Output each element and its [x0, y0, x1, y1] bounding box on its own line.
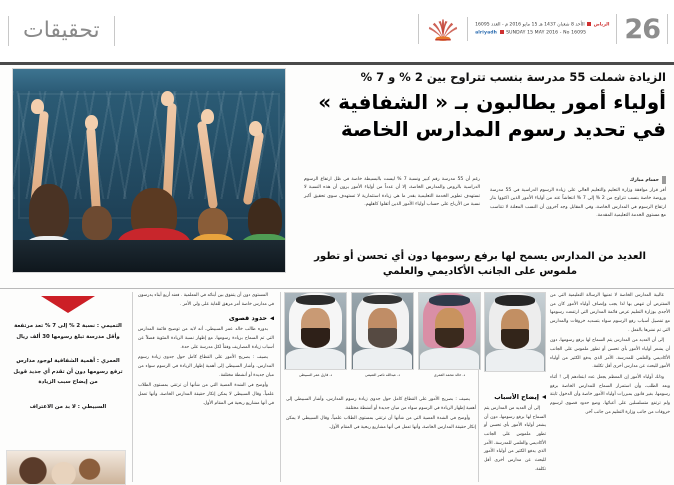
portrait-2-igal: [363, 295, 402, 305]
date-line-arabic: [475, 22, 609, 28]
portrait-1-beard: [435, 328, 464, 348]
red-down-arrow-icon: [41, 296, 95, 313]
byline: [490, 176, 666, 184]
sidebar-bottom-photo-image: [7, 451, 125, 484]
portrait-3-beard: [301, 328, 330, 348]
byline-author: حسام مبارك: [629, 177, 659, 183]
divider-right-outer: [667, 14, 668, 44]
hand-4: [201, 109, 214, 124]
bullet-arrow-icon-2: [542, 395, 546, 399]
portrait-2-beard: [368, 328, 397, 348]
lead-text-block: [294, 176, 666, 221]
col-b-para-1: المستوى دون أن يتفوق بين أبنائه في المعلمية . فعند أربع أبناء يدرسون في مدارس خاصة أمر مرهق للغاية على ولي الأمر .: [138, 293, 274, 307]
col-c-heading: [484, 393, 546, 401]
sidebar-quote-2: العمري : أهمية الشفافية لوجود مدارس ترفع رسومها دون أن تقدم أي جديد قوبل من إيضاح سبب الزيادة: [13, 358, 123, 386]
lead-column-left: [304, 176, 480, 221]
article-column-b: [138, 292, 274, 410]
flag-marker-en: [500, 30, 504, 34]
portrait-2-thobe: [353, 348, 412, 369]
lead-paragraph-right: أقر قرار موافقة وزارة التعليم والتعليم العالي على زيادة الرسوم الدراسية في 55 مدرسة وروضة خاصة بنسب تتراوح من 2 % إلى 7 % انتعاشاً عند من أولياء الأمور الذين اكتووا بنار ارتفاع الرسوم في المدارس الخاصة، وفي المقابل وجد آخرون أن النسب المعلنة لا تتناسب مع مستوى الخدمة التعليمية المقدمة.: [490, 188, 666, 219]
section-title: تحقيقات: [23, 18, 100, 43]
headline-kicker: الزيادة شملت 55 مدرسة بنسب تتراوح بين 2 % و 7 %: [360, 70, 666, 84]
col-c-cont-para: إلى أن العديد من المدارس يتم السماح لها برفع رسومها، دون أن يشعر أولياء الأمور بأي تحسن أو تطور ملموس على الجانب الأكاديمي والعلمي للمدرسة، الأمر الذي يدفع الكثير من أولياء الأمور للبحث عن مدارس أخرى أقل تكلفة.: [483, 406, 546, 472]
article-column-under-portraits: [286, 396, 476, 435]
headline-line-1: أولياء أمور يطالبون بـ « الشفافية »: [318, 89, 666, 114]
student-1: [23, 176, 75, 240]
portrait-image-al-tamimi: [351, 292, 414, 370]
masthead-left: [8, 16, 115, 46]
divider-right-end: [418, 14, 419, 44]
divider-left-inner: [8, 16, 9, 46]
portrait-card-3: [284, 292, 347, 392]
portrait-card-1: [418, 292, 481, 392]
col-under-para-2: وأوضح في الشدة العضية التي من شأنها أن ترتقي بمستوى الطلاب علمياً، وقال السبيطي لا يمكن إنكار حقيقة المدارس الخاصة، وأنها تعمل في أنها مشاريع ربحية في المقام الأول.: [286, 416, 476, 431]
student-2: [75, 196, 119, 240]
byline-marker: [662, 176, 666, 184]
paper-tag-english: alriyadh: [475, 30, 498, 36]
portrait-caption-1: د. خالد محمد العمري: [433, 373, 466, 377]
lead-paragraph-left: رغم أن 55 مدرسة رقم كبير ونسبة 7 % ليست بالبسيطة خاصة في ظل ارتفاع الرسوم الدراسية بالروض والمدارس الخاصة، إلا أن عدداً من أولياء الأمور يرون أن هذه النسبة لا تستهدف تطوير الخدمة التعليمية بقدر ما هي زيادة استثمارية لا تستهدف سوى تحقيق أكبر نسبة من الأرباح على حساب أولياء الأمور الذين أثقلوا كاهلهم.: [304, 177, 481, 208]
headline-block: [294, 70, 666, 143]
col-c-para-2: إلى أن العديد من المدارس يتم السماح لها برفع رسومها، دون أن يشعر أولياء الأمور بأي تحسن أو تطور ملموس على الجانب الأكاديمي والعلمي للمدرسة، الأمر الذي يدفع الكثير من أولياء الأمور للبحث عن مدارس أخرى أقل تكلفة.: [550, 338, 670, 370]
portrait-photo-row: [284, 292, 482, 392]
sidebar-quote-3: السبيطي : لا بد من الاعتراف: [29, 403, 107, 410]
portrait-card-4: [484, 292, 546, 384]
paper-tag-arabic: الرياض: [593, 22, 610, 28]
hand-1: [31, 99, 44, 114]
lower-section: [0, 292, 674, 485]
hand-2: [85, 115, 98, 130]
headline-subhead: العديد من المدارس يسمح لها برفع رسومها دون أي تحسن أو تطور ملموس على الجانب الأكاديمي والعلمي: [314, 251, 646, 277]
sidebar-quotes: [4, 292, 132, 426]
hand-5: [249, 121, 262, 136]
divider-right-mid: [616, 14, 617, 44]
masthead: [0, 0, 674, 62]
article-column-c-continued: [484, 388, 546, 476]
sidebar-quote-1: التميمي : نسبة 2 % إلى 7 % تعد مرتفعة وأقل مدرسة تبلغ رسومها 30 ألف ريال: [14, 323, 122, 340]
masthead-rule: [0, 62, 674, 65]
divider-right-logo: [467, 17, 468, 41]
hand-3: [161, 91, 174, 106]
student-3-red: [117, 166, 191, 240]
portrait-3-igal: [296, 295, 335, 306]
section-divider-rule: [0, 288, 674, 289]
sidebar-bottom-photo: [6, 450, 126, 485]
col-c-heading-text: إيضاح الأسباب: [494, 393, 539, 401]
student-2-hair: [82, 206, 112, 240]
date-arabic-text: الأحد 8 شعبان 1437 هـ 15 مايو 2016 م - العدد 16095: [475, 22, 585, 28]
col-b-heading: [138, 314, 274, 322]
student-4-orange: [189, 190, 237, 240]
column-divider-1: [132, 292, 133, 482]
desks-row: [13, 240, 285, 272]
blackboard-top-edge: [13, 69, 285, 91]
portrait-caption-2: د. عبدالله ناصر التميمي: [364, 373, 401, 377]
portrait-image-fourth: [484, 292, 546, 372]
masthead-dates: [475, 22, 609, 36]
portrait-4-igal: [495, 295, 536, 307]
date-line-english: [475, 30, 609, 36]
portrait-caption-3: د. فارق عمر السبيطي: [298, 373, 333, 377]
flag-marker-ar: [587, 22, 591, 26]
portrait-1-igal: [429, 295, 471, 306]
portrait-image-al-subaiti: [284, 292, 347, 370]
top-block: [0, 68, 674, 286]
col-b-heading-text: حدود قصوى: [228, 314, 267, 323]
portrait-image-al-omari: [418, 292, 481, 370]
al-riyadh-sun-logo: [426, 16, 460, 42]
col-b-para-4: وأوضح في الشدة العضية التي من شأنها أن ترتقي بمستوى الطلاب علمياً، وقال السبيطي لا يمكن إنكار حقيقة المدارس الخاصة، وأنها تعمل في أنها مشاريع ربحية في المقام الأول.: [138, 383, 274, 406]
classroom-photo: [12, 68, 286, 273]
date-english-text: SUNDAY 15 MAY 2016 - No 16095: [506, 30, 587, 36]
col-under-para-1: يضيف : بصريح الأمور على القطاع كامل حول جدوى زيادة رسوم المدارس، وأشار السبيطي إلى أهمية إظهار الزيادة في الرسوم سواء من مبان جديدة أو أنشطة مختلفة.: [286, 397, 476, 411]
article-column-c: [550, 292, 670, 419]
page-number: 26: [624, 13, 660, 45]
col-c-para-3: وذلك أولياء الأمور إن المعظم يجعل عدد ابتعادهم إلى ! أثناء وبعد الطلب، وأن استمرار السماح للمدارس الخاصة برفع رسومها، بغير قانون بمبررات أولياء الأمور خاصة وأن الدخول ثابتة ولم ترتفع متسلسلين على أعبائها، وضع حدود قصوى لرسوم خروقات من جانب وزارة التعليم من جانب آخر.: [550, 375, 670, 415]
masthead-right: [418, 14, 668, 44]
portrait-4-thobe: [486, 349, 544, 371]
student-5-green: [239, 182, 286, 240]
col-b-para-2: بدوره طالب خالد عمر السبيطي، أنه لابد من توضيح قائمة المدارس التي تم السماح بزيادة رسومها، مع إظهار نسبة الزيادة المئوية فضلاً عن أسباب زيادة المصاريف وفقاً لكل مدرسة على حدة.: [138, 327, 274, 350]
column-divider-2: [280, 292, 281, 482]
portrait-1-thobe: [420, 348, 479, 369]
portrait-card-2: [351, 292, 414, 392]
portrait-3-thobe: [286, 348, 345, 369]
bullet-arrow-icon: [270, 316, 274, 320]
lead-column-right: [490, 176, 666, 221]
col-c-para-1: غالبية المدارس الخاصة لا تعنيها الرسالة التعليمية التي من المفترض أن تنهض بها لذا يجب وإنصاف أولياء الأمور كان من الأجدى بوزارة التعليم عرض قائمة المدارس التي ارتفعت رسومها مع تفصيل أسباب رفع الرسوم سواء بتسديد خروقات والمدارس التي تم نشرها بالفعل .: [550, 293, 670, 333]
headline-line-2: في تحديد رسوم المدارس الخاصة: [340, 117, 666, 142]
divider-left-outer: [114, 16, 115, 46]
col-b-para-3: يضيف : بصريح الأمور على القطاع كامل حول جدوى زيادة رسوم المدارس، وأشار السبيطي إلى أهمية إظهار الزيادة في الرسوم سواء من مبان جديدة أو أنشطة مختلفة.: [138, 355, 274, 378]
student-1-hair: [29, 184, 69, 240]
